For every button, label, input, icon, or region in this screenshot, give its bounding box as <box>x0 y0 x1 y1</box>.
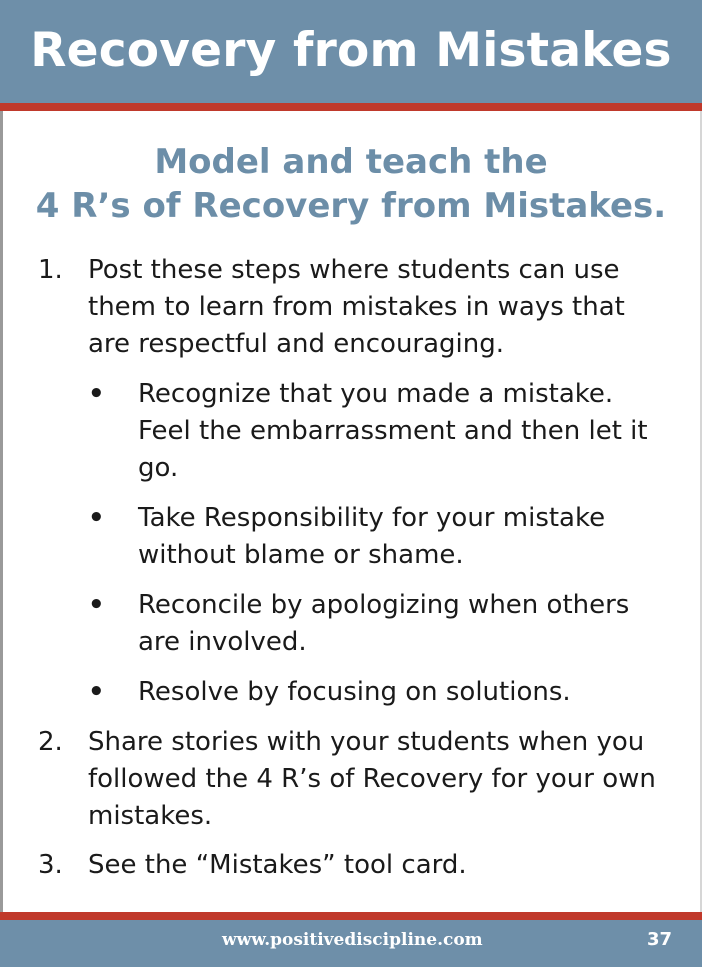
bullet-item-resolve <box>0 674 702 711</box>
footer-red-rule <box>0 912 702 920</box>
bullet-icon: • <box>88 590 105 620</box>
website-url: www.positivediscipline.com <box>222 930 483 950</box>
bullet-text: Take Responsibility for your mistake without blame or shame. <box>138 503 606 570</box>
list-item-text: See the “Mistakes” tool card. <box>88 850 467 880</box>
subtitle-line-2: 4 R’s of Recovery from Mistakes. <box>35 186 667 226</box>
list-item-number: 2. <box>38 727 63 757</box>
subtitle <box>0 140 702 228</box>
subtitle-line-1: Model and teach the <box>154 142 548 182</box>
bullet-list <box>0 376 702 711</box>
footer-band <box>0 920 702 967</box>
list-item-text: Share stories with your students when you followed the 4 R’s of Recovery for your own mistakes. <box>88 727 656 831</box>
bullet-icon: • <box>88 379 105 409</box>
list-item-number: 1. <box>38 255 63 285</box>
bullet-text: Recognize that you made a mistake. Feel the embarrassment and then let it go. <box>138 379 648 483</box>
list-item-1 <box>0 252 702 363</box>
header-band <box>0 0 702 103</box>
list-item-number: 3. <box>38 850 63 880</box>
list-item-3 <box>0 847 702 884</box>
list-item-text: Post these steps where students can use them to learn from mistakes in ways that are respectful and encouraging. <box>88 255 625 359</box>
bullet-item-reconcile <box>0 587 702 661</box>
steps-list <box>0 252 702 884</box>
page-title: Recovery from Mistakes <box>30 23 672 78</box>
bullet-icon: • <box>88 677 105 707</box>
list-item-2 <box>0 724 702 835</box>
bullet-text: Reconcile by apologizing when others are involved. <box>138 590 630 657</box>
page-number: 37 <box>646 929 672 950</box>
bullet-text: Resolve by focusing on solutions. <box>138 677 571 707</box>
header-red-rule <box>0 103 702 111</box>
bullet-icon: • <box>88 503 105 533</box>
bullet-item-responsibility <box>0 500 702 574</box>
bullet-item-recognize <box>0 376 702 487</box>
